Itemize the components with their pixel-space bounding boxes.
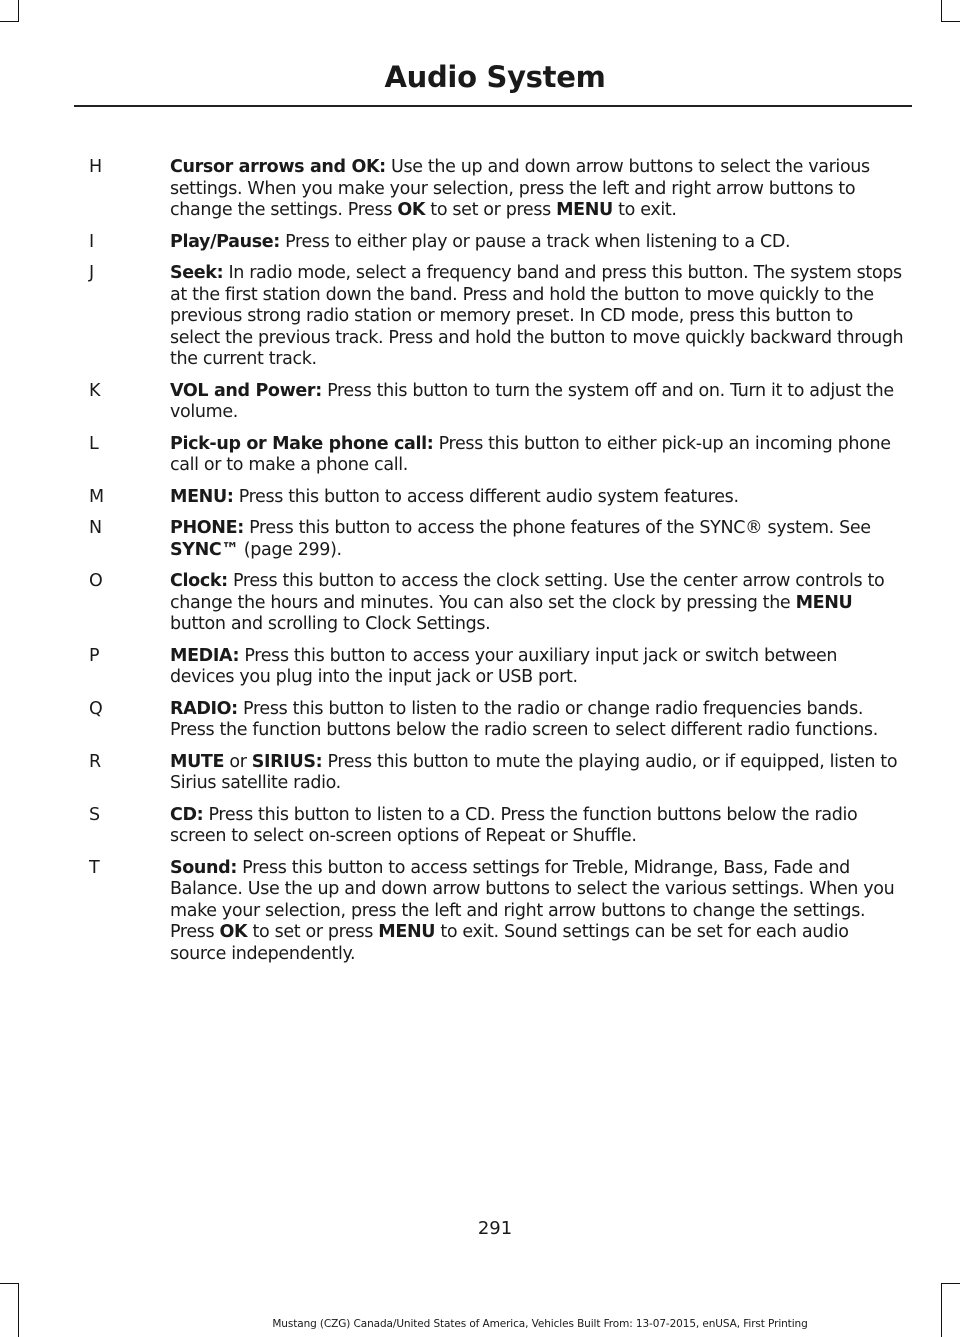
list-item [74, 858, 904, 966]
item-letter: I [89, 231, 95, 252]
description-text: Press this button to turn the system off and on. Turn it to adjust the volume. [170, 380, 894, 422]
description-text: Press this button to access different audio system features. [233, 486, 739, 507]
item-description [170, 518, 904, 561]
header-rule [74, 105, 912, 107]
bold-term: OK [397, 200, 426, 220]
description-text: Press this button to either pick-up an incoming phone call or to make a phone call. [170, 433, 891, 475]
list-item [74, 646, 904, 689]
list-item [74, 571, 904, 636]
description-text: button and scrolling to Clock Settings. [170, 614, 491, 634]
entry-list [74, 157, 904, 975]
bold-term: VOL and Power: [170, 380, 322, 401]
crop-mark-top-right-h [941, 21, 960, 22]
page-number: 291 [477, 1218, 513, 1239]
item-description [170, 434, 904, 477]
item-letter: M [89, 486, 105, 507]
item-description [170, 381, 904, 424]
item-description [170, 487, 904, 509]
item-letter: H [89, 157, 103, 177]
description-text: (page 299). [238, 539, 342, 560]
crop-mark-top-left-v [18, 0, 19, 22]
crop-mark-bottom-right-h [941, 1283, 960, 1284]
bold-term: RADIO: [170, 698, 238, 719]
description-text: Press this button to access the phone features of the SYNC® system. See [243, 518, 871, 538]
bold-term: Sound: [170, 857, 237, 878]
description-text: Press to either play or pause a track when listening to a CD. [279, 231, 791, 252]
description-text: or [224, 751, 252, 772]
bold-term: PHONE: [170, 518, 244, 538]
description-text: Press this button to listen to a CD. Press the function buttons below the radio screen to select on-screen options of Repeat or Shuffle. [170, 804, 858, 846]
bold-term: Seek: [170, 263, 224, 283]
description-text: to exit. [612, 200, 677, 220]
description-text: to set or press [247, 922, 379, 942]
description-text: to exit. Sound settings can be set for each audio source independently. [170, 922, 849, 964]
item-description [170, 263, 904, 371]
description-text: Press this button to access your auxiliary input jack or switch between devices you plug into the input jack or USB port. [170, 645, 838, 687]
list-item [74, 805, 904, 848]
item-description [170, 646, 904, 689]
crop-mark-top-left-h [0, 21, 19, 22]
list-item [74, 487, 904, 509]
description-text: Press this button to mute the playing audio, or if equipped, listen to Sirius satellite radio. [170, 751, 898, 793]
crop-mark-bottom-left-h [0, 1283, 19, 1284]
bold-term: SYNC™ [170, 539, 239, 560]
crop-mark-top-right-v [941, 0, 942, 22]
bold-term: Pick-up or Make phone call: [170, 433, 434, 454]
bold-term: MENU: [170, 486, 234, 507]
list-item [74, 699, 904, 742]
bold-term: Play/Pause: [170, 231, 280, 252]
bold-term: OK [219, 922, 248, 942]
bold-term: MENU [795, 592, 853, 613]
item-description [170, 858, 904, 966]
item-description [170, 232, 904, 254]
description-text: In radio mode, select a frequency band and press this button. The system stops at the first station down the band. Press and hold the button to move quickly to the previous strong radio station or memory preset. In CD mode, press this button to select the previous track. Press and hold the button to move quickly backward through the current track. [170, 263, 904, 369]
item-description [170, 571, 904, 636]
footer-text: Mustang (CZG) Canada/United States of America, Vehicles Built From: 13-07-2015, enUSA, First Printing [272, 1318, 808, 1330]
item-letter: T [89, 857, 100, 878]
list-item [74, 381, 904, 424]
item-letter: N [89, 518, 103, 538]
bold-term: Clock: [170, 571, 228, 591]
bold-term: MENU [556, 200, 613, 220]
item-description [170, 805, 904, 848]
list-item [74, 434, 904, 477]
item-description [170, 157, 904, 222]
item-letter: J [89, 263, 95, 283]
description-text: Press this button to listen to the radio or change radio frequencies bands. Press the function buttons below the radio screen to select different radio functions. [170, 698, 878, 740]
item-description [170, 752, 904, 795]
item-letter: R [89, 751, 102, 772]
bold-term: Cursor arrows and OK: [170, 157, 386, 177]
item-letter: S [89, 804, 101, 825]
item-description [170, 699, 904, 742]
item-letter: P [89, 645, 100, 666]
item-letter: O [89, 571, 103, 591]
list-item [74, 157, 904, 222]
list-item [74, 518, 904, 561]
list-item [74, 232, 904, 254]
bold-term: MEDIA: [170, 645, 240, 666]
item-letter: K [89, 380, 101, 401]
list-item [74, 752, 904, 795]
item-letter: L [89, 433, 99, 454]
list-item [74, 263, 904, 371]
description-text: Press this button to access the clock setting. Use the center arrow controls to change the hours and minutes. You can also set the clock by pressing the [170, 571, 885, 613]
description-text: to set or press [425, 200, 557, 220]
bold-term: CD: [170, 804, 204, 825]
item-letter: Q [89, 698, 103, 719]
description-text: Press this button to access settings for Treble, Midrange, Bass, Fade and Balance. Use the up and down arrow buttons to select the various settings. When you make your selection, press the left and right arrow buttons to change the settings. Press [170, 857, 895, 942]
bold-term: SIRIUS: [251, 751, 323, 772]
bold-term: MUTE [170, 751, 225, 772]
page-title: Audio System [384, 60, 606, 94]
description-text: Use the up and down arrow buttons to select the various settings. When you make your selection, press the left and right arrow buttons to change the settings. Press [170, 157, 870, 220]
bold-term: MENU [378, 922, 436, 942]
